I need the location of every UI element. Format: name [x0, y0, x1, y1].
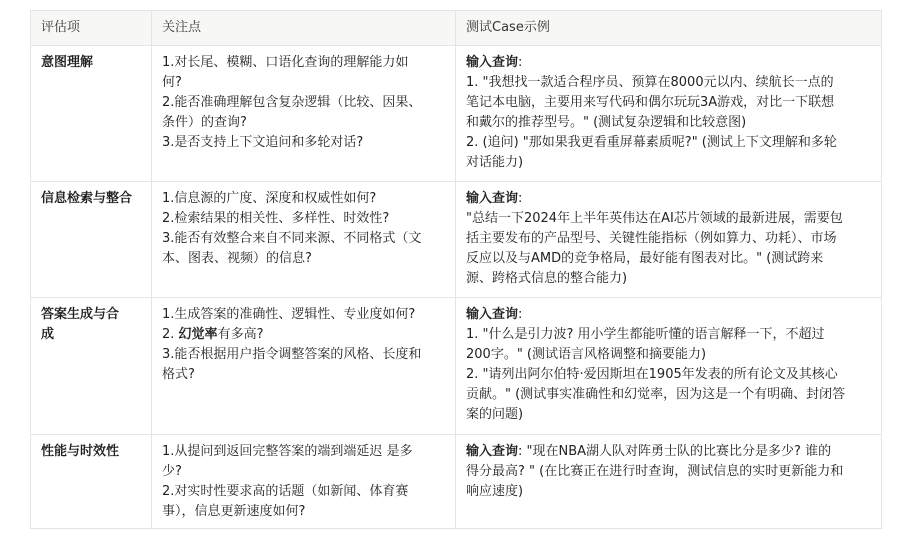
focus-line: 条件）的查询? — [162, 115, 247, 130]
case-line: 和戴尔的推荐型号。" (测试复杂逻辑和比较意图) — [466, 115, 747, 130]
focus-suffix: 有多高? — [217, 327, 264, 342]
case-label-line — [466, 189, 871, 209]
focus-cell — [151, 298, 455, 434]
focus-line: 3.是否支持上下文追问和多轮对话? — [162, 135, 364, 150]
focus-cell — [151, 46, 455, 181]
focus-line: 何? — [162, 75, 182, 90]
case-cell — [455, 182, 881, 297]
focus-prefix: 2. — [162, 327, 179, 342]
focus-line: 3.能否有效整合来自不同来源、不同格式（文 — [162, 231, 422, 246]
case-line: 1. "我想找一款适合程序员、预算在8000元以内、续航长一点的 — [466, 75, 834, 90]
case-line: 响应速度) — [466, 484, 524, 499]
focus-line: 事），信息更新速度如何? — [162, 504, 306, 519]
case-line: 案的问题) — [466, 407, 524, 422]
row-name-cell — [31, 182, 151, 297]
row-name-cell — [31, 435, 151, 528]
evaluation-item-name: 性能与时效性 — [41, 444, 120, 459]
evaluation-item-name: 意图理解 — [41, 55, 94, 70]
case-label: 输入查询 — [466, 307, 519, 322]
case-line: 笔记本电脑，主要用来写代码和偶尔玩玩3A游戏，对比一下联想 — [466, 95, 835, 110]
focus-cell — [151, 435, 455, 528]
case-colon: : — [518, 307, 523, 322]
focus-line: 3.能否根据用户指令调整答案的风格、长度和 — [162, 347, 422, 362]
case-colon: : — [518, 191, 523, 206]
focus-line: 2.能否准确理解包含复杂逻辑（比较、因果、 — [162, 95, 422, 110]
case-label-line — [466, 305, 871, 325]
case-line: 得分最高? " (在比赛正在进行时查询，测试信息的实时更新能力和 — [466, 464, 844, 479]
focus-line: 2.对实时性要求高的话题（如新闻、体育赛 — [162, 484, 409, 499]
case-line: 2. (追问) "那如果我更看重屏幕素质呢?" (测试上下文理解和多轮 — [466, 135, 837, 150]
case-colon: : — [518, 55, 523, 70]
evaluation-item-name: 答案生成与合 — [41, 307, 120, 322]
table-row — [31, 181, 881, 297]
focus-line: 1.生成答案的准确性、逻辑性、专业度如何? — [162, 307, 416, 322]
row-name-cell — [31, 46, 151, 181]
table-row — [31, 434, 881, 528]
case-line: 200字。" (测试语言风格调整和摘要能力) — [466, 347, 707, 362]
focus-line — [162, 325, 445, 345]
table-row — [31, 297, 881, 434]
case-cell — [455, 435, 881, 528]
focus-line: 2.检索结果的相关性、多样性、时效性? — [162, 211, 390, 226]
hallucination-rate-term: 幻觉率 — [178, 327, 218, 342]
case-line: 对话能力) — [466, 155, 524, 170]
case-line: 贡献。" (测试事实准确性和幻觉率，因为这是一个有明确、封闭答 — [466, 387, 846, 402]
row-name-cell — [31, 298, 151, 434]
focus-line: 少? — [162, 464, 182, 479]
evaluation-item-name: 成 — [41, 327, 55, 342]
case-label-line — [466, 442, 871, 462]
case-label: 输入查询 — [466, 55, 519, 70]
case-label: 输入查询 — [466, 191, 519, 206]
case-line: 1. "什么是引力波? 用小学生都能听懂的语言解释一下，不超过 — [466, 327, 825, 342]
focus-line: 1.信息源的广度、深度和权威性如何? — [162, 191, 377, 206]
case-line: 括主要发布的产品型号、关键性能指标（例如算力、功耗）、市场 — [466, 231, 837, 246]
header-evaluation-item: 评估项 — [41, 20, 81, 35]
focus-line: 1.对长尾、模糊、口语化查询的理解能力如 — [162, 55, 409, 70]
case-line: "总结一下2024年上半年英伟达在AI芯片领域的最新进展，需要包 — [466, 211, 843, 226]
focus-line: 1.从提问到返回完整答案的端到端延迟 是多 — [162, 444, 413, 459]
focus-line: 本、图表、视频）的信息? — [162, 251, 312, 266]
case-line: 源、跨格式信息的整合能力) — [466, 271, 628, 286]
focus-line: 格式? — [162, 367, 195, 382]
evaluation-item-name: 信息检索与整合 — [41, 191, 133, 206]
table-header-row — [31, 11, 881, 45]
table-row — [31, 45, 881, 181]
case-line: 反应以及与AMD的竞争格局，最好能有图表对比。" (测试跨来 — [466, 251, 824, 266]
case-cell — [455, 46, 881, 181]
header-focus-points: 关注点 — [151, 11, 455, 45]
case-cell — [455, 298, 881, 434]
case-line: 2. "请列出阿尔伯特·爱因斯坦在1905年发表的所有论文及其核心 — [466, 367, 838, 382]
header-test-case-examples: 测试Case示例 — [455, 11, 881, 45]
case-label: 输入查询 — [466, 444, 519, 459]
evaluation-table — [30, 10, 882, 529]
focus-cell — [151, 182, 455, 297]
case-label-line — [466, 53, 871, 73]
case-first-line-rest: : "现在NBA湖人队对阵勇士队的比赛比分是多少? 谁的 — [518, 444, 832, 459]
